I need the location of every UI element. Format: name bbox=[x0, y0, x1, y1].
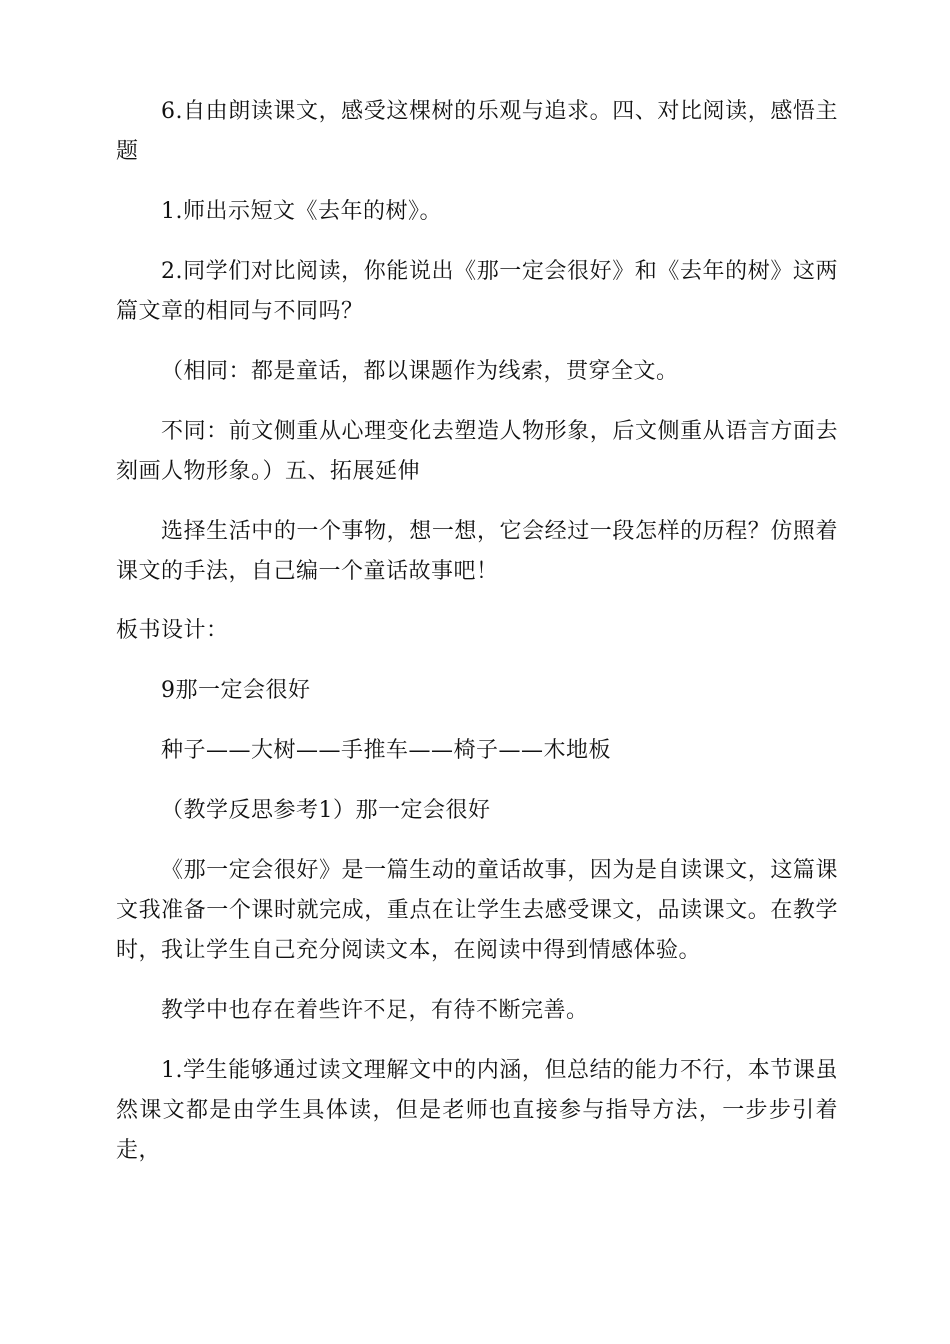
paragraph-shortcoming-1: 1.学生能够通过读文理解文中的内涵，但总结的能力不行，本节课虽然课文都是由学生具体读，但是老师也直接参与指导方法，一步步引着走， bbox=[116, 1058, 838, 1163]
paragraph-reflection-body: 《那一定会很好》是一篇生动的童话故事，因为是自读课文，这篇课文我准备一个课时就完成，重点在让学生去感受课文，品读课文。在教学时，我让学生自己充分阅读文本，在阅读中得到情感体验。 bbox=[116, 858, 838, 963]
paragraph-board-title: 9那一定会很好 bbox=[161, 678, 311, 703]
paragraph-difference: 不同：前文侧重从心理变化去塑造人物形象，后文侧重从语言方面去刻画人物形象。）五、拓展延伸 bbox=[116, 419, 838, 484]
paragraph-board-design-heading: 板书设计： bbox=[116, 618, 229, 643]
paragraph-shortcomings: 教学中也存在着些许不足，有待不断完善。 bbox=[161, 998, 589, 1023]
paragraph-reflection-heading: （教学反思参考1）那一定会很好 bbox=[161, 798, 491, 823]
paragraph-board-sequence: 种子——大树——手推车——椅子——木地板 bbox=[161, 738, 612, 763]
paragraph-extension: 选择生活中的一个事物，想一想，它会经过一段怎样的历程？仿照着课文的手法，自己编一个童话故事吧！ bbox=[116, 519, 838, 584]
paragraph-step-1: 1.师出示短文《去年的树》。 bbox=[161, 199, 442, 224]
paragraph-similarity: （相同：都是童话，都以课题作为线索，贯穿全文。 bbox=[161, 359, 679, 384]
paragraph-step-2: 2.同学们对比阅读，你能说出《那一定会很好》和《去年的树》这两篇文章的相同与不同吗？ bbox=[116, 259, 838, 324]
paragraph-step-6: 6.自由朗读课文，感受这棵树的乐观与追求。四、对比阅读，感悟主题 bbox=[116, 99, 838, 164]
document-page bbox=[116, 92, 838, 1171]
